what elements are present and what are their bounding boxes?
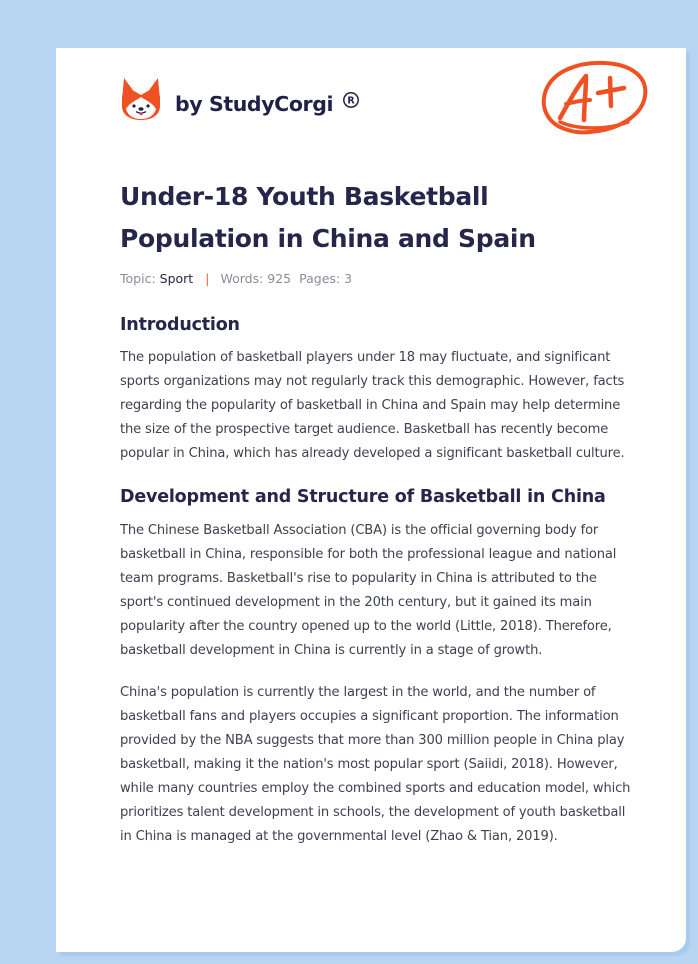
document-card bbox=[56, 48, 686, 952]
studycorgi-logo[interactable] bbox=[120, 75, 355, 123]
logo-text: by StudyCorgi bbox=[175, 92, 334, 116]
page-title: Under-18 Youth Basketball Population in China and Spain bbox=[120, 182, 536, 253]
topic-link[interactable]: Sport bbox=[159, 270, 194, 286]
a-plus-grade-icon bbox=[538, 58, 650, 140]
topic-label: Topic: bbox=[120, 270, 156, 286]
svg-text:R: R bbox=[347, 95, 355, 107]
section-heading-development: Development and Structure of Basketball in China bbox=[120, 487, 606, 507]
meta-separator: | bbox=[205, 270, 210, 286]
page-count: Pages: 3 bbox=[299, 270, 353, 286]
paragraph: China's population is currently the largest in the world, and the number of basketball fans and players occupies a significant proportion. The information provided by the NBA suggests that more than 300 million people in China play basketball, making it the nation's most popular sport (Saiidi, 2018). However, while many countries employ the combined sports and education model, which prioritizes talent development in schools, the development of youth basketball in China is managed at the governmental level (Zhao & Tian, 2019). bbox=[120, 685, 631, 844]
corgi-icon bbox=[120, 76, 162, 122]
word-count: Words: 925 bbox=[220, 270, 292, 286]
section-heading-introduction: Introduction bbox=[120, 315, 240, 335]
document-meta bbox=[120, 268, 640, 288]
paragraph: The population of basketball players under 18 may fluctuate, and significant sports organizations may not regularly track this demographic. However, facts regarding the popularity of basketball in China and Spain may help determine the size of the prospective target audience. Basketball has recently become popular in China, which has already developed a significant basketball culture. bbox=[120, 350, 625, 461]
document-content bbox=[120, 176, 640, 849]
paragraph: The Chinese Basketball Association (CBA) is the official governing body for basketball in China, responsible for both the professional league and national team programs. Basketball's rise to popularity in China is attributed to the sport's continued development in the 20th century, but it gained its main popularity after the country opened up to the world (Little, 2018). Therefore, basketball development in China is currently in a stage of growth. bbox=[120, 523, 617, 658]
registered-mark-icon bbox=[342, 91, 360, 109]
